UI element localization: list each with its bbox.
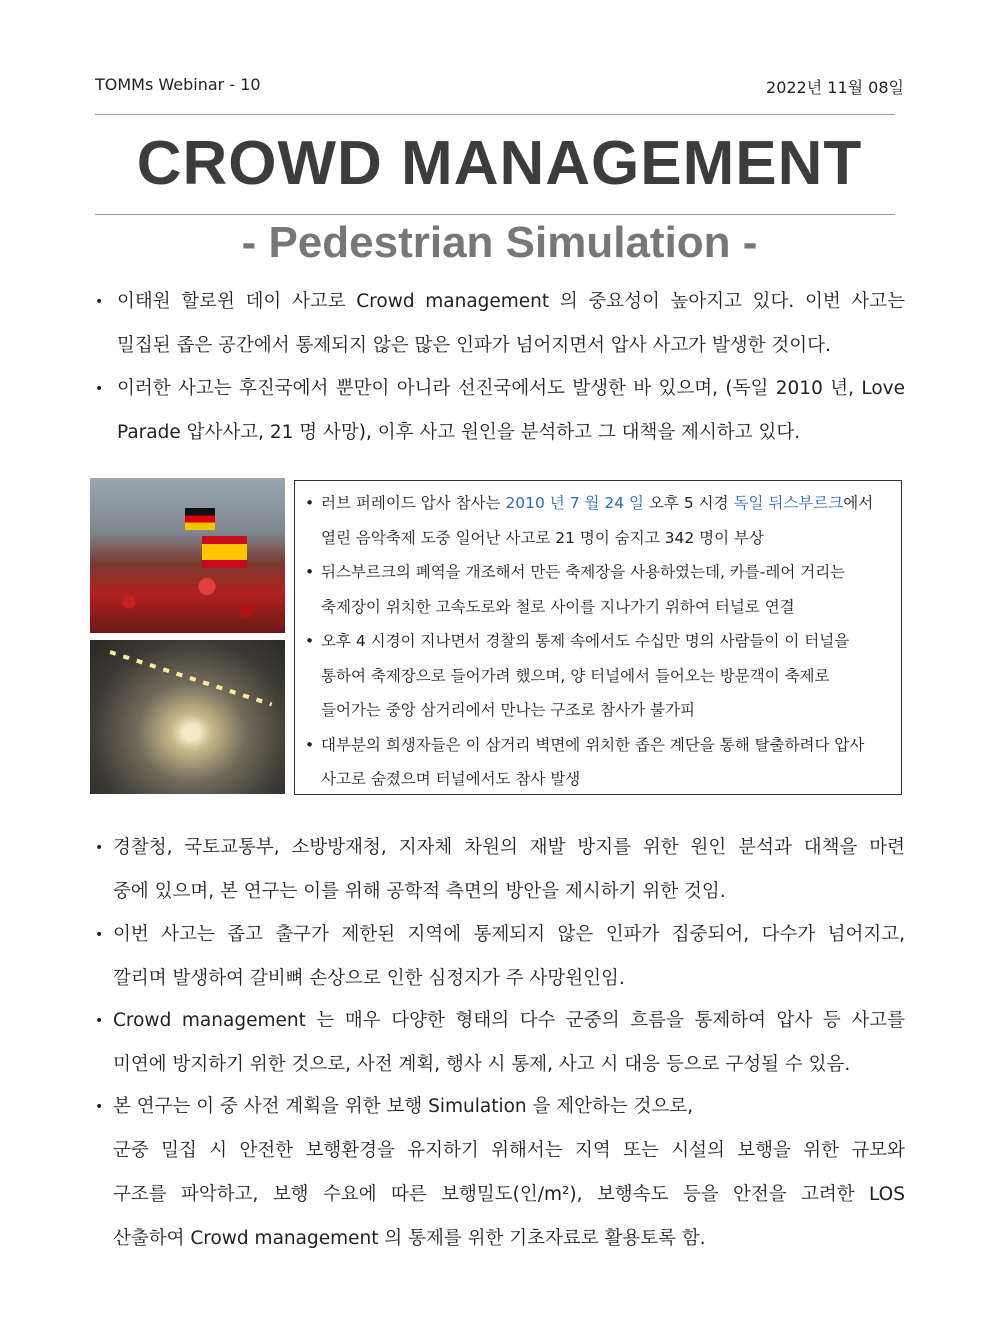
header-webinar-label: TOMMs Webinar - 10 <box>95 75 261 94</box>
page-subtitle: - Pedestrian Simulation - <box>241 218 758 267</box>
text-line: 구조를 파악하고, 보행 수요에 따른 보행밀도(인/m²), 보행속도 등을 안전을 고려한 LOS <box>113 1184 905 1205</box>
intro-paragraph-2 <box>95 367 905 455</box>
bullet-icon: • <box>95 1013 104 1029</box>
title-divider <box>95 214 895 215</box>
text-line: 이태원 할로윈 데이 사고로 Crowd management 의 중요성이 높아지고 있다. 이번 사고는 <box>117 291 905 312</box>
text-line: 군중 밀집 시 안전한 보행환경을 유지하기 위해서는 지역 또는 시설의 보행을 위한 규모와 <box>113 1140 905 1161</box>
info-text: 러브 퍼레이드 압사 참사는 <box>321 494 506 512</box>
highlight-date: 2010 년 7 월 24 일 <box>505 494 645 512</box>
bullet-icon: • <box>95 840 104 856</box>
body-paragraph-3 <box>95 999 905 1087</box>
info-item-2 <box>303 555 891 624</box>
bullet-icon: • <box>95 381 104 397</box>
tunnel-photo <box>90 640 285 794</box>
info-item-1 <box>303 486 891 555</box>
info-line: 사고로 숨졌으며 터널에서도 참사 발생 <box>321 770 581 788</box>
info-line <box>321 486 891 521</box>
info-line: • 오후 4 시경이 지나면서 경찰의 통제 속에서도 수십만 명의 사람들이 이 터널을 <box>321 632 850 650</box>
bullet-icon: • <box>95 1099 104 1115</box>
intro-paragraph-1 <box>95 280 905 368</box>
text-line: Parade 압사사고, 21 명 사망), 이후 사고 원인을 분석하고 그 대책을 제시하고 있다. <box>117 422 801 443</box>
bullet-icon: • <box>95 294 104 310</box>
highlight-place: 독일 뒤스부르크 <box>733 494 844 512</box>
text-line: 미연에 방지하기 위한 것으로, 사전 계획, 행사 시 통제, 사고 시 대응 등으로 구성될 수 있음. <box>113 1054 851 1075</box>
body-paragraph-1 <box>95 826 905 914</box>
spanish-flag-icon <box>202 536 247 568</box>
love-parade-info-box <box>294 480 902 795</box>
text-line: 경찰청, 국토교통부, 소방방재청, 지자체 차원의 재발 방지를 위한 원인 분석과 대책을 마련 <box>113 837 905 858</box>
text-line: 깔리며 발생하여 갈비뼈 손상으로 인한 심정지가 주 사망원인임. <box>113 968 625 989</box>
body-paragraph-2 <box>95 913 905 1001</box>
bullet-icon: • <box>95 927 104 943</box>
tunnel-lights-icon <box>109 650 272 706</box>
header-date: 2022년 11월 08일 <box>766 78 904 97</box>
info-line: 통하여 축제장으로 들어가려 했으며, 양 터널에서 들어오는 방문객이 축제로 <box>321 666 830 685</box>
info-item-4 <box>303 728 891 797</box>
text-line: 이번 사고는 좁고 출구가 제한된 지역에 통제되지 않은 인파가 집중되어, 다수가 넘어지고, <box>113 924 905 945</box>
info-line: 들어가는 중앙 삼거리에서 만나는 구조로 참사가 불가피 <box>321 701 695 719</box>
info-line: • 대부분의 희생자들은 이 삼거리 벽면에 위치한 좁은 계단을 통해 탈출하려다 압사 <box>321 735 865 754</box>
text-line: 밀집된 좁은 공간에서 통제되지 않은 많은 인파가 넘어지면서 압사 사고가 발생한 것이다. <box>117 335 831 356</box>
text-line: 산출하여 Crowd management 의 통제를 위한 기초자료로 활용토록 함. <box>113 1228 706 1249</box>
info-text: 오후 5 시경 <box>644 494 734 512</box>
info-line: • 뒤스부르크의 폐역을 개조해서 만든 축제장을 사용하였는데, 카를-레어 거리는 <box>321 563 846 581</box>
text-line: 이러한 사고는 후진국에서 뿐만이 아니라 선진국에서도 발생한 바 있으며, (독일 2010 년, Love <box>117 378 905 399</box>
memorial-photo <box>90 478 285 633</box>
info-line: 열린 음악축제 도중 일어난 사고로 21 명이 숨지고 342 명이 부상 <box>321 528 764 547</box>
info-text: 에서 <box>843 494 874 512</box>
header-divider <box>95 114 895 115</box>
body-paragraph-4 <box>95 1085 905 1261</box>
text-line: 중에 있으며, 본 연구는 이를 위해 공학적 측면의 방안을 제시하기 위한 것임. <box>113 881 726 902</box>
page-title: CROWD MANAGEMENT <box>136 129 863 198</box>
info-item-3 <box>303 624 891 728</box>
text-line: Crowd management 는 매우 다양한 형태의 다수 군중의 흐름을 통제하여 압사 등 사고를 <box>113 1010 905 1031</box>
text-line: 본 연구는 이 중 사전 계획을 위한 보행 Simulation 을 제안하는 것으로, <box>113 1096 694 1117</box>
info-list <box>303 486 891 797</box>
info-line: 축제장이 위치한 고속도로와 철로 사이를 지나가기 위하여 터널로 연결 <box>321 597 795 616</box>
german-flag-icon <box>185 508 215 530</box>
